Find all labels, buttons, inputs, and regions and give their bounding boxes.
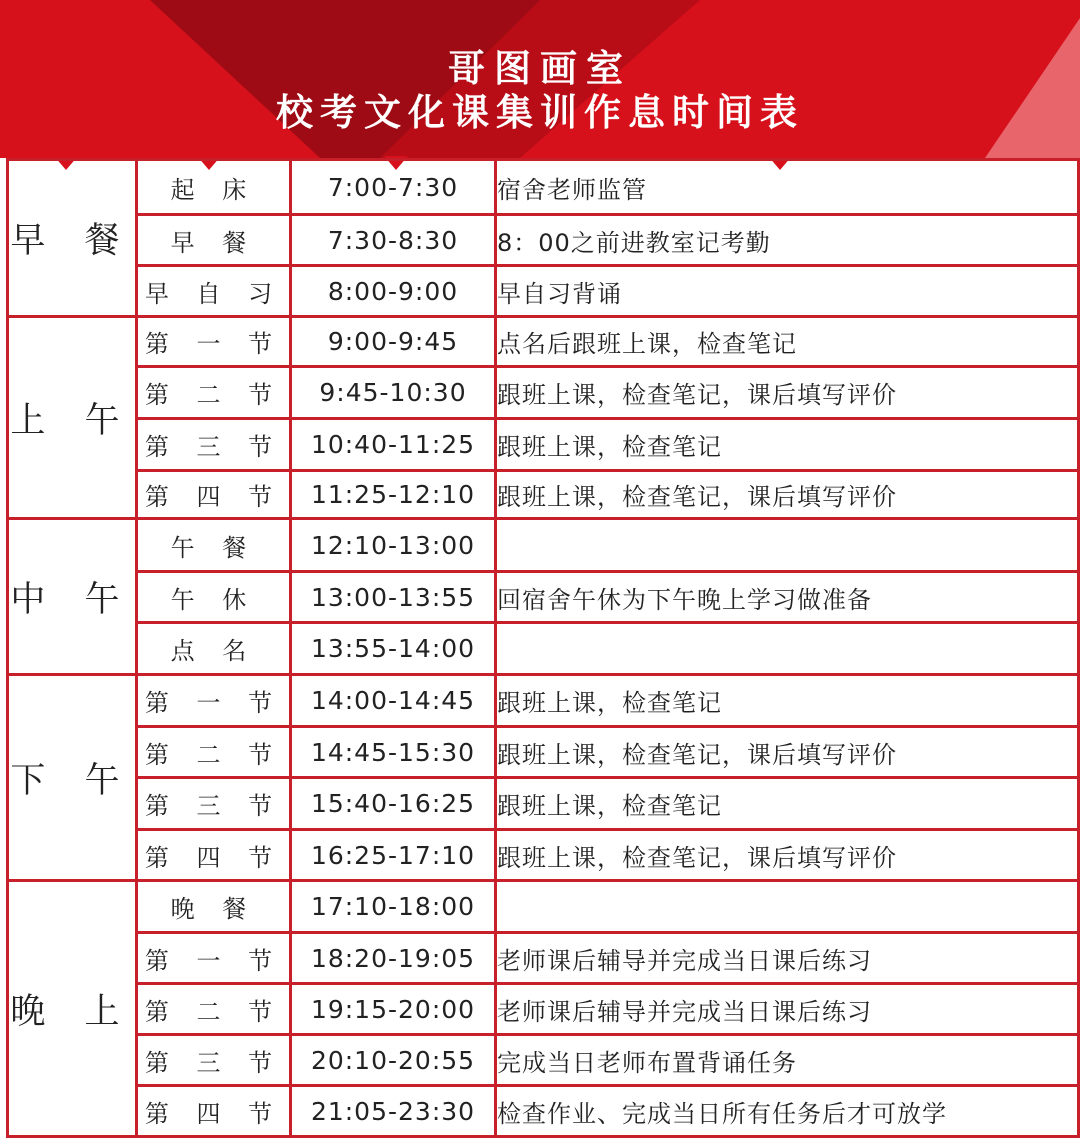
note-cell: 宿舍老师监管	[496, 160, 1079, 215]
note-cell: 早自习背诵	[496, 266, 1079, 317]
activity-cell: 第 一 节	[137, 675, 291, 727]
time-cell: 13:00-13:55	[291, 572, 496, 623]
activity-cell: 晚 餐	[137, 881, 291, 933]
period-label: 早 餐	[8, 160, 137, 317]
time-cell: 11:25-12:10	[291, 471, 496, 519]
header-banner	[0, 0, 1080, 158]
activity-cell: 第 二 节	[137, 367, 291, 419]
activity-cell: 午 休	[137, 572, 291, 623]
note-cell	[496, 881, 1079, 933]
period-label: 晚 上	[8, 881, 137, 1137]
time-cell: 10:40-11:25	[291, 419, 496, 471]
note-cell	[496, 623, 1079, 675]
period-label: 中 午	[8, 519, 137, 675]
schedule-row	[8, 881, 1079, 933]
schedule-row	[8, 572, 1079, 623]
activity-cell: 点 名	[137, 623, 291, 675]
activity-cell: 第 一 节	[137, 933, 291, 984]
activity-cell: 第 四 节	[137, 471, 291, 519]
schedule-row	[8, 317, 1079, 367]
time-cell: 15:40-16:25	[291, 778, 496, 830]
note-cell: 跟班上课，检查笔记	[496, 675, 1079, 727]
schedule-row	[8, 830, 1079, 881]
schedule-row	[8, 367, 1079, 419]
schedule-row	[8, 778, 1079, 830]
note-cell: 8：00之前进教室记考勤	[496, 215, 1079, 266]
note-cell: 跟班上课，检查笔记	[496, 778, 1079, 830]
schedule-row	[8, 727, 1079, 778]
time-cell: 20:10-20:55	[291, 1035, 496, 1086]
activity-cell: 第 二 节	[137, 984, 291, 1035]
schedule-row	[8, 675, 1079, 727]
schedule-row	[8, 471, 1079, 519]
time-cell: 7:30-8:30	[291, 215, 496, 266]
time-cell: 7:00-7:30	[291, 160, 496, 215]
note-cell: 回宿舍午休为下午晚上学习做准备	[496, 572, 1079, 623]
activity-cell: 起 床	[137, 160, 291, 215]
time-cell: 16:25-17:10	[291, 830, 496, 881]
activity-cell: 早 自 习	[137, 266, 291, 317]
studio-title: 哥图画室	[448, 47, 632, 90]
schedule-title: 校考文化课集训作息时间表	[276, 91, 804, 134]
activity-cell: 第 三 节	[137, 778, 291, 830]
note-cell: 跟班上课，检查笔记，课后填写评价	[496, 367, 1079, 419]
time-cell: 14:00-14:45	[291, 675, 496, 727]
schedule-row	[8, 160, 1079, 215]
activity-cell: 第 四 节	[137, 1086, 291, 1137]
note-cell: 检查作业、完成当日所有任务后才可放学	[496, 1086, 1079, 1137]
period-label: 上 午	[8, 317, 137, 519]
schedule-row	[8, 519, 1079, 572]
note-cell: 跟班上课，检查笔记，课后填写评价	[496, 727, 1079, 778]
time-cell: 9:00-9:45	[291, 317, 496, 367]
activity-cell: 第 三 节	[137, 1035, 291, 1086]
period-label: 下 午	[8, 675, 137, 881]
activity-cell: 午 餐	[137, 519, 291, 572]
schedule-row	[8, 215, 1079, 266]
schedule-row	[8, 419, 1079, 471]
activity-cell: 第 四 节	[137, 830, 291, 881]
time-cell: 14:45-15:30	[291, 727, 496, 778]
note-cell: 点名后跟班上课，检查笔记	[496, 317, 1079, 367]
time-cell: 17:10-18:00	[291, 881, 496, 933]
activity-cell: 第 一 节	[137, 317, 291, 367]
schedule-row	[8, 984, 1079, 1035]
time-cell: 12:10-13:00	[291, 519, 496, 572]
schedule-row	[8, 1035, 1079, 1086]
time-cell: 9:45-10:30	[291, 367, 496, 419]
schedule-row	[8, 623, 1079, 675]
note-cell: 跟班上课，检查笔记	[496, 419, 1079, 471]
activity-cell: 第 二 节	[137, 727, 291, 778]
note-cell: 老师课后辅导并完成当日课后练习	[496, 933, 1079, 984]
time-cell: 19:15-20:00	[291, 984, 496, 1035]
schedule-table	[6, 158, 1080, 1138]
activity-cell: 早 餐	[137, 215, 291, 266]
schedule-row	[8, 933, 1079, 984]
note-cell: 完成当日老师布置背诵任务	[496, 1035, 1079, 1086]
time-cell: 8:00-9:00	[291, 266, 496, 317]
note-cell	[496, 519, 1079, 572]
time-cell: 13:55-14:00	[291, 623, 496, 675]
note-cell: 跟班上课，检查笔记，课后填写评价	[496, 830, 1079, 881]
time-cell: 18:20-19:05	[291, 933, 496, 984]
note-cell: 老师课后辅导并完成当日课后练习	[496, 984, 1079, 1035]
note-cell: 跟班上课，检查笔记，课后填写评价	[496, 471, 1079, 519]
time-cell: 21:05-23:30	[291, 1086, 496, 1137]
activity-cell: 第 三 节	[137, 419, 291, 471]
schedule-row	[8, 1086, 1079, 1137]
schedule-row	[8, 266, 1079, 317]
